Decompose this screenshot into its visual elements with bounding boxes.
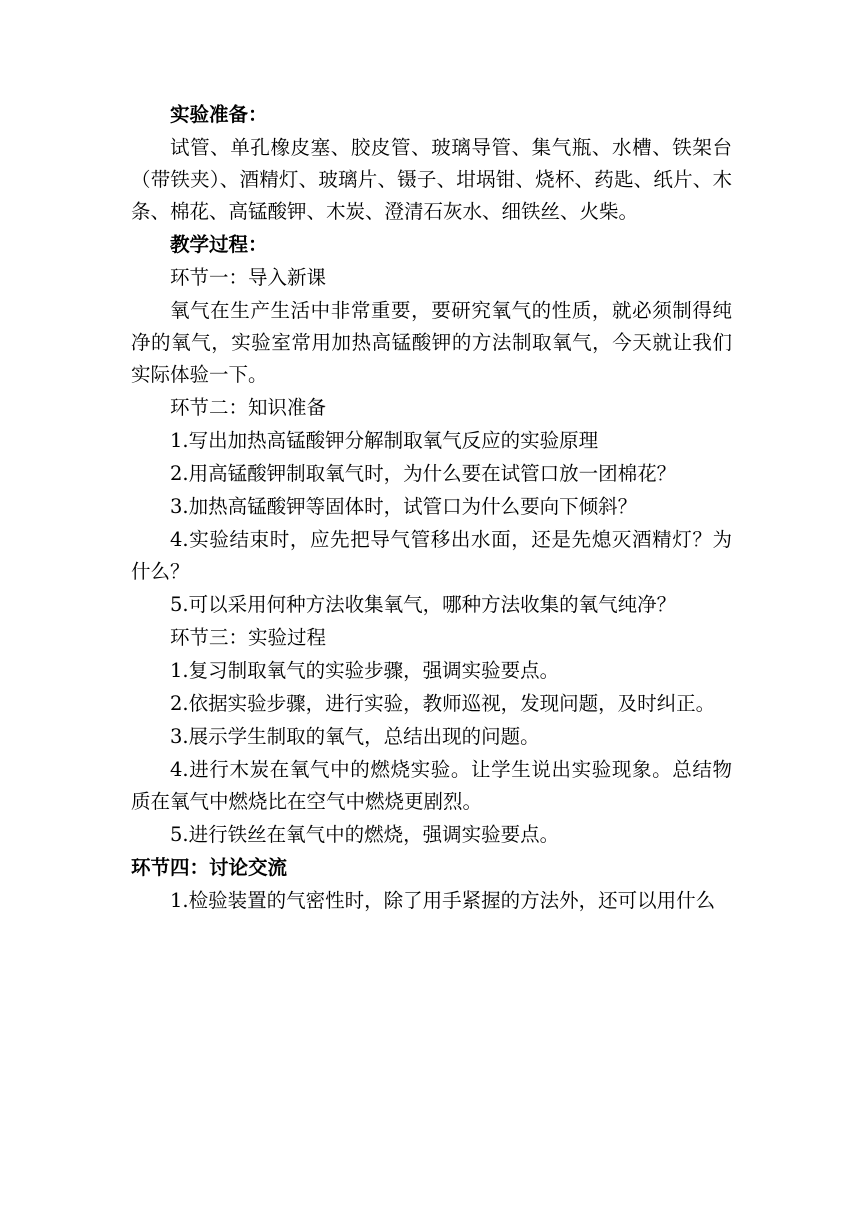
step4-question-1: 1.检验装置的气密性时，除了用手紧握的方法外，还可以用什么 (170, 889, 716, 912)
step2-question-3: 3.加热高锰酸钾等固体时，试管口为什么要向下倾斜？ (170, 495, 638, 518)
prep-heading: 实验准备： (170, 103, 268, 126)
document-body (131, 99, 732, 918)
step2-question-5: 5.可以采用何种方法收集氧气，哪种方法收集的氧气纯净？ (170, 593, 677, 616)
step3-step-3: 3.展示学生制取的氧气，总结出现的问题。 (170, 725, 540, 748)
step2-question-4: 4.实验结束时，应先把导气管移出水面，还是先熄灭酒精灯？为什么？ (131, 528, 732, 583)
step3-step-2: 2.依据实验步骤，进行实验，教师巡视，发现问题，及时纠正。 (170, 692, 716, 715)
step3-step-5: 5.进行铁丝在氧气中的燃烧，强调实验要点。 (170, 823, 560, 846)
step2-heading: 环节二：知识准备 (170, 396, 327, 419)
process-heading: 教学过程： (170, 233, 268, 256)
step3-step-1: 1.复习制取氧气的实验步骤，强调实验要点。 (170, 659, 560, 682)
step3-step-4: 4.进行木炭在氧气中的燃烧实验。让学生说出实验现象。总结物质在氧气中燃烧比在空气中燃烧更剧烈。 (131, 758, 732, 813)
step2-question-1: 1.写出加热高锰酸钾分解制取氧气反应的实验原理 (170, 429, 599, 452)
step2-question-2: 2.用高锰酸钾制取氧气时，为什么要在试管口放一团棉花？ (170, 462, 677, 485)
step1-body: 氧气在生产生活中非常重要，要研究氧气的性质，就必须制得纯净的氧气，实验室常用加热高锰酸钾的方法制取氧气，今天就让我们实际体验一下。 (131, 299, 732, 386)
step1-heading: 环节一：导入新课 (170, 266, 327, 289)
step4-heading: 环节四：讨论交流 (131, 856, 288, 879)
prep-materials: 试管、单孔橡皮塞、胶皮管、玻璃导管、集气瓶、水槽、铁架台（带铁夹）、酒精灯、玻璃片、镊子、坩埚钳、烧杯、药匙、纸片、木条、棉花、高锰酸钾、木炭、澄清石灰水、细铁丝、火柴。 (131, 136, 732, 223)
step3-heading: 环节三：实验过程 (170, 626, 327, 649)
